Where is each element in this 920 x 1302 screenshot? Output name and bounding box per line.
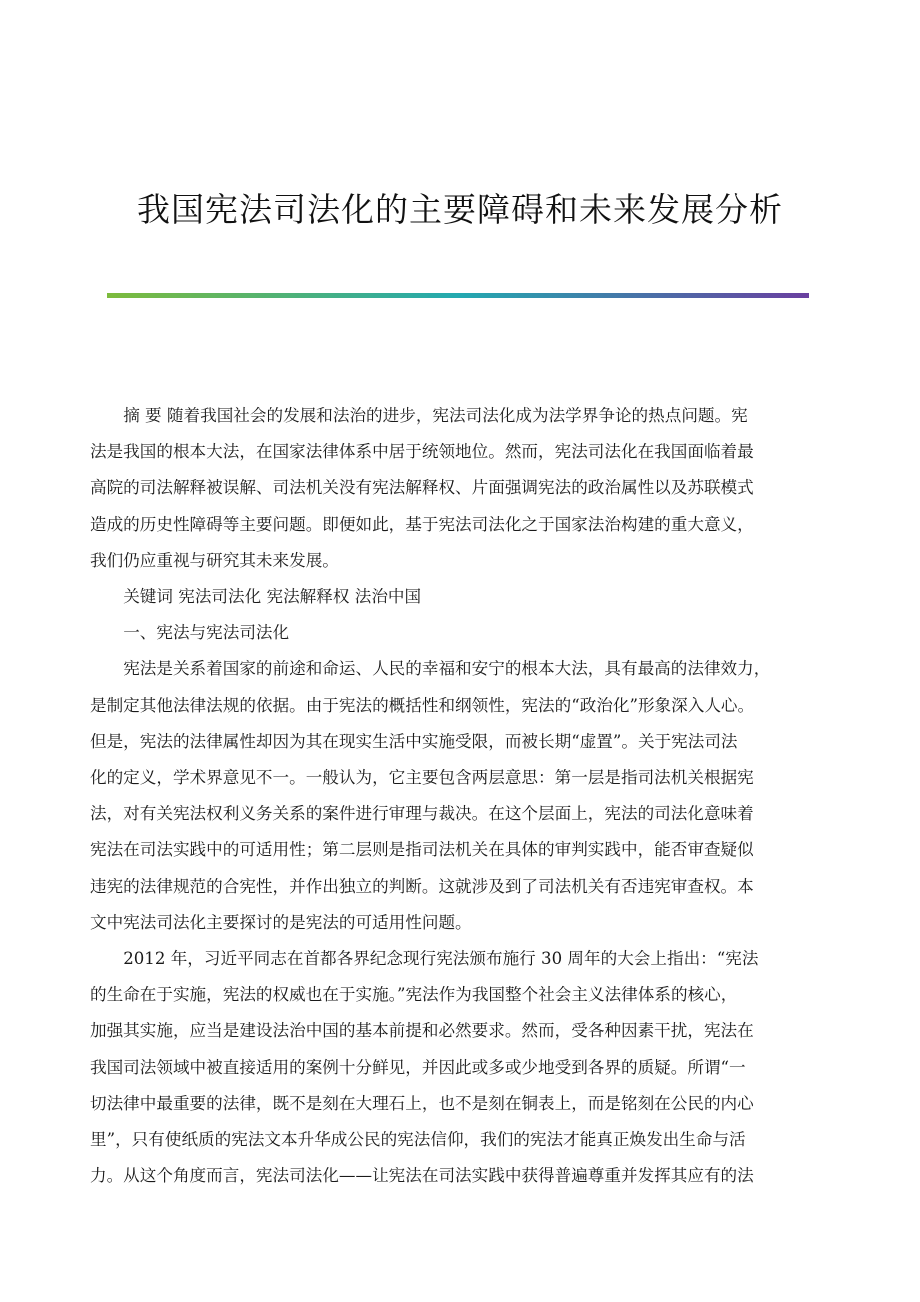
text-line: 2012 年，习近平同志在首都各界纪念现行宪法颁布施行 30 周年的大会上指出：“宪法	[123, 949, 759, 969]
text-line: 宪法在司法实践中的可适用性；第二层则是指司法机关在具体的审判实践中，能否审查疑似	[90, 840, 754, 860]
text-line: 里”，只有使纸质的宪法文本升华成公民的宪法信仰，我们的宪法才能真正焕发出生命与活	[90, 1130, 746, 1150]
text-line: 力。从这个角度而言，宪法司法化——让宪法在司法实践中获得普遍尊重并发挥其应有的法	[90, 1166, 754, 1186]
text-line: 我国司法领域中被直接适用的案例十分鲜见，并因此或多或少地受到各界的质疑。所谓“一	[90, 1057, 746, 1077]
text-line: 宪法是关系着国家的前途和命运、人民的幸福和安宁的根本大法，具有最高的法律效力，	[123, 659, 771, 679]
text-line: 化的定义，学术界意见不一。一般认为，它主要包含两层意思：第一层是指司法机关根据宪	[90, 768, 754, 788]
abstract-paragraph	[90, 398, 832, 579]
text-line: 切法律中最重要的法律，既不是刻在大理石上，也不是刻在铜表上，而是铭刻在公民的内心	[90, 1093, 754, 1113]
section-heading: 一、宪法与宪法司法化	[123, 623, 290, 643]
body-paragraph	[90, 941, 832, 1194]
text-line: 法是我国的根本大法，在国家法律体系中居于统领地位。然而，宪法司法化在我国面临着最	[90, 442, 754, 462]
text-line: 摘 要 随着我国社会的发展和法治的进步，宪法司法化成为法学界争论的热点问题。宪	[123, 406, 748, 425]
text-line: 文中宪法司法化主要探讨的是宪法的可适用性问题。	[90, 912, 472, 932]
text-line: 的生命在于实施，宪法的权威也在于实施。”宪法作为我国整个社会主义法律体系的核心，	[90, 985, 738, 1005]
text-line: 高院的司法解释被误解、司法机关没有宪法解释权、片面强调宪法的政治属性以及苏联模式	[90, 478, 754, 498]
text-line: 法，对有关宪法权利义务关系的案件进行审理与裁决。在这个层面上，宪法的司法化意味着	[90, 804, 754, 824]
text-line: 造成的历史性障碍等主要问题。即便如此，基于宪法司法化之于国家法治构建的重大意义，	[90, 514, 754, 534]
document-title: 我国宪法司法化的主要障碍和未来发展分析	[137, 190, 783, 229]
body-paragraph	[90, 651, 832, 941]
keywords-line: 关键词 宪法司法化 宪法解释权 法治中国	[123, 587, 422, 607]
text-line: 加强其实施，应当是建设法治中国的基本前提和必然要求。然而，受各种因素干扰，宪法在	[90, 1021, 754, 1041]
text-line: 是制定其他法律法规的依据。由于宪法的概括性和纲领性，宪法的“政治化”形象深入人心。	[90, 695, 755, 715]
title-divider	[107, 293, 809, 298]
document-body	[90, 398, 832, 1194]
text-line: 但是，宪法的法律属性却因为其在现实生活中实施受限，而被长期“虚置”。关于宪法司法	[90, 731, 738, 751]
text-line: 违宪的法律规范的合宪性，并作出独立的判断。这就涉及到了司法机关有否违宪审查权。本	[90, 876, 754, 896]
text-line: 我们仍应重视与研究其未来发展。	[90, 550, 339, 570]
